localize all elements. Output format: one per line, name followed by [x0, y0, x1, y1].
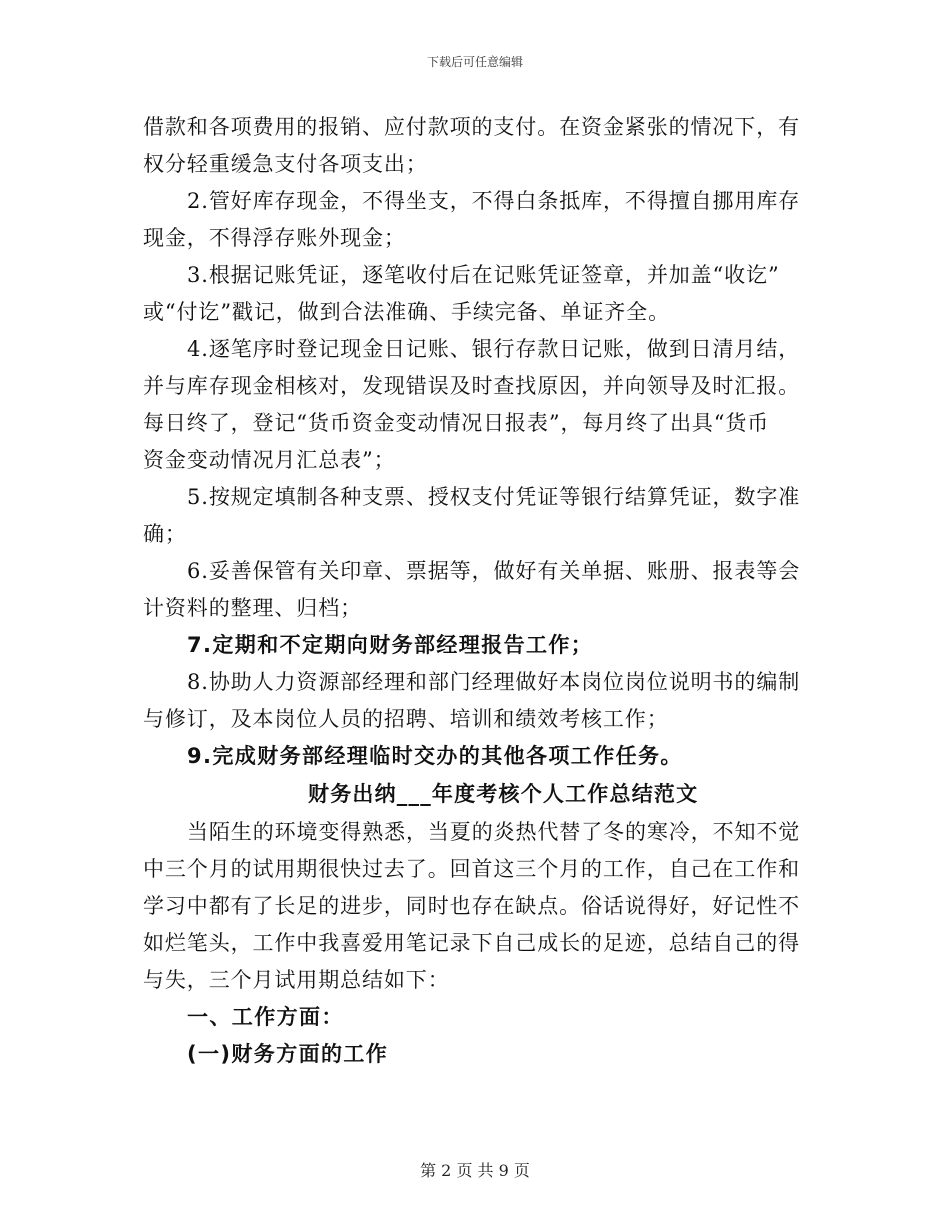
- text-line: 每日终了，登记“货币资金变动情况日报表”，每月终了出具“货币: [143, 411, 770, 435]
- text-line: 或“付讫”戳记，做到合法准确、手续完备、单证齐全。: [143, 300, 670, 324]
- page-header: 下载后可任意编辑: [426, 55, 523, 69]
- list-item-2: 2.管好库存现金，不得坐支，不得白条抵库，不得擅自挪用库存: [187, 189, 801, 213]
- text-line: 计资料的整理、归档；: [143, 596, 362, 620]
- heading-work-aspects: 一、工作方面：: [187, 1005, 344, 1029]
- list-item-4: 4.逐笔序时登记现金日记账、银行存款日记账，做到日清月结，: [187, 337, 801, 361]
- paragraph-line: 当陌生的环境变得熟悉，当夏的炎热代替了冬的寒冷，不知不觉: [187, 820, 801, 844]
- paragraph-line: 如烂笔头，工作中我喜爱用笔记录下自己成长的足迹，总结自己的得: [143, 931, 800, 955]
- text-line: 权分轻重缓急支付各项支出；: [143, 152, 428, 176]
- subheading-finance-work: (一)财务方面的工作: [187, 1042, 389, 1066]
- list-item-3: 3.根据记账凭证，逐笔收付后在记账凭证签章，并加盖“收讫”: [187, 263, 780, 287]
- page-footer: 第 2 页 共 9 页: [420, 1161, 530, 1180]
- paragraph-line: 与失，三个月试用期总结如下：: [143, 968, 450, 992]
- text-line: 现金，不得浮存账外现金；: [143, 226, 406, 250]
- text-line: 确；: [143, 522, 187, 546]
- list-item-8: 8.协助人力资源部经理和部门经理做好本岗位岗位说明书的编制: [187, 670, 801, 694]
- list-item-6: 6.妥善保管有关印章、票据等，做好有关单据、账册、报表等会: [187, 559, 801, 583]
- paragraph-line: 中三个月的试用期很快过去了。回首这三个月的工作，自己在工作和: [143, 857, 800, 881]
- list-item-9: 9.完成财务部经理临时交办的其他各项工作任务。: [187, 744, 683, 768]
- text-line: 与修订，及本岗位人员的招聘、培训和绩效考核工作；: [143, 707, 669, 731]
- section-title: 财务出纳___年度考核个人工作总结范文: [308, 782, 699, 806]
- paragraph-line: 学习中都有了长足的进步，同时也存在缺点。俗话说得好，好记性不: [143, 894, 800, 918]
- text-line: 资金变动情况月汇总表”；: [143, 448, 396, 472]
- list-item-5: 5.按规定填制各种支票、授权支付凭证等银行结算凭证，数字准: [187, 485, 801, 509]
- text-line: 并与库存现金相核对，发现错误及时查找原因，并向领导及时汇报。: [143, 374, 800, 398]
- list-item-7: 7.定期和不定期向财务部经理报告工作；: [187, 633, 594, 657]
- text-line: 借款和各项费用的报销、应付款项的支付。在资金紧张的情况下，有: [143, 115, 800, 139]
